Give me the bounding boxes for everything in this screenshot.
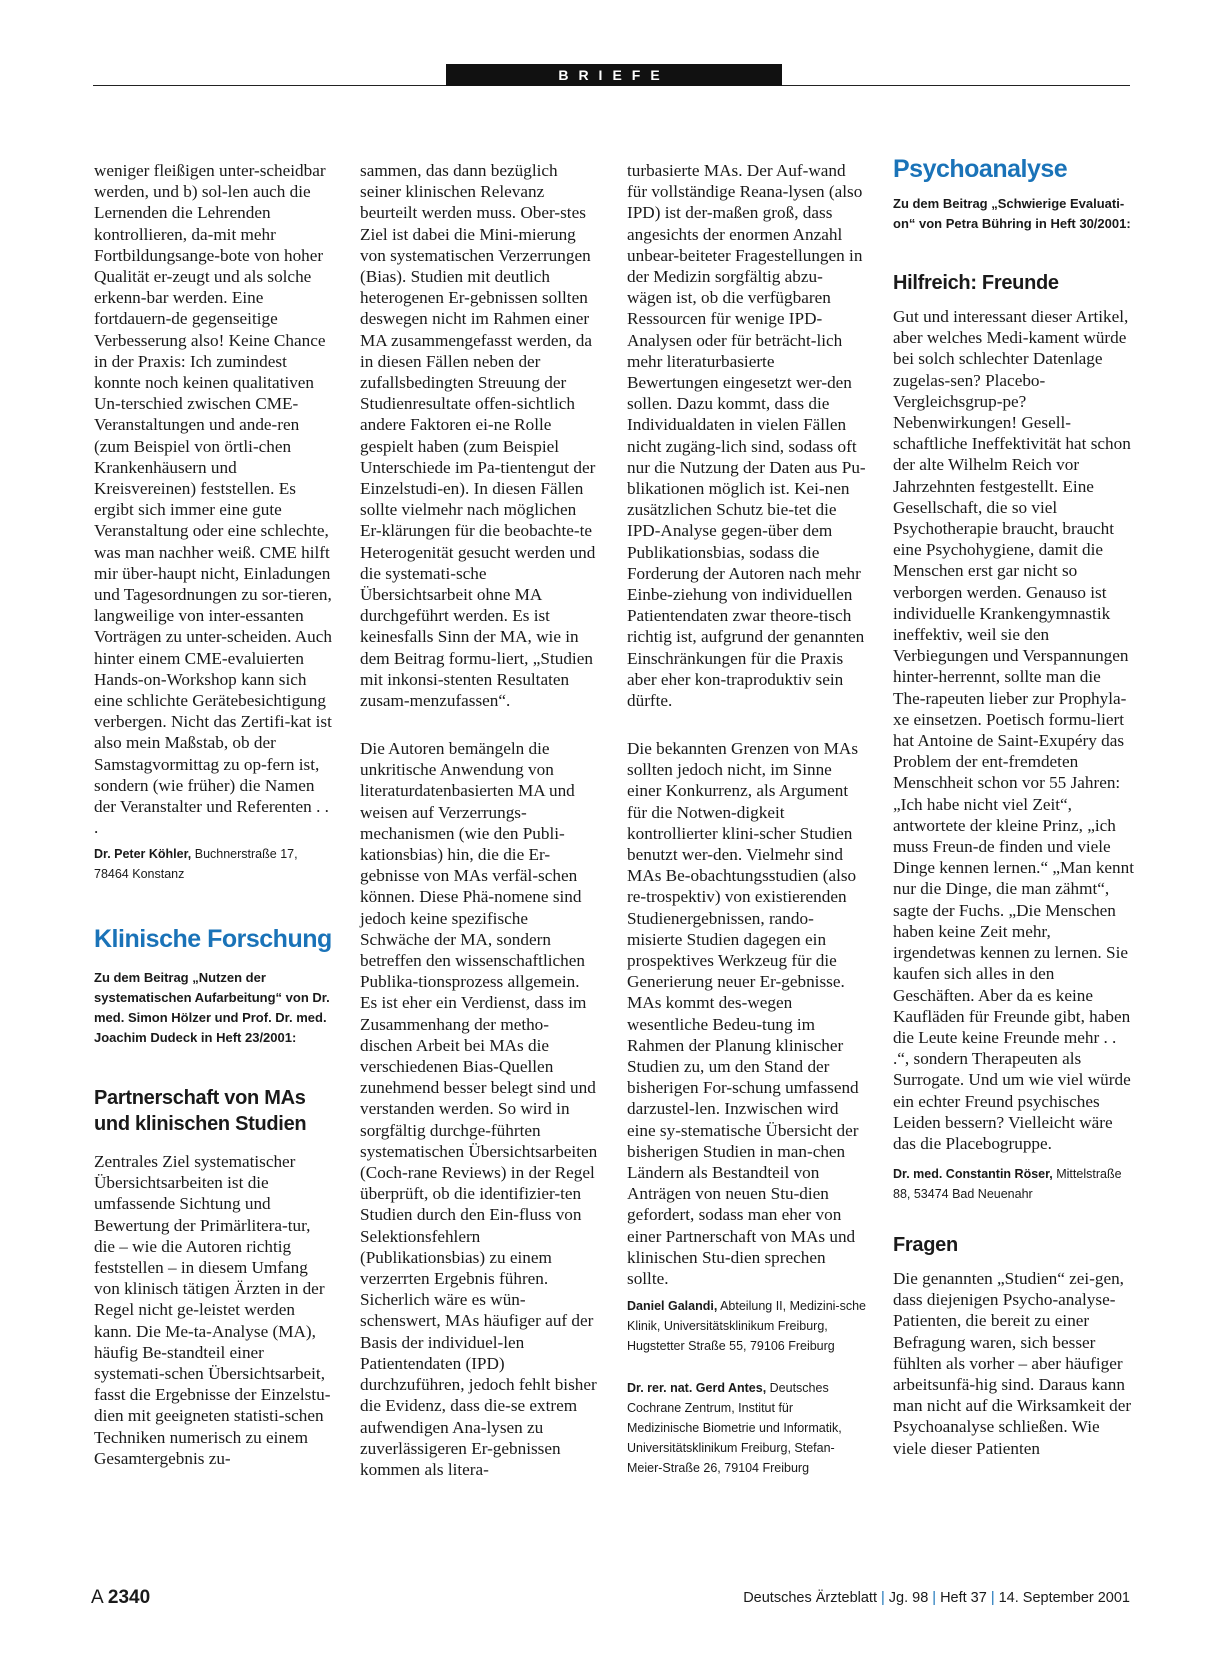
column-4 bbox=[893, 154, 1135, 1459]
letter-body: Die Autoren bemängeln die unkritische Anwendung von literaturdatenbasierten MA und weisen auf Verzerrungs-mechanismen (wie den Publi-kationsbias) hin, die die Er-gebnisse von MAs verfäl-schen können. Diese Phä-nomene sind jedoch keine spezifische Schwäche der MA, sondern betreffen den wissenschaftlichen Publika-tionsprozess allgemein. Es ist eher ein Verdienst, dass im Zusammenhang der metho-dischen Arbeit bei MAs die verschiedenen Bias-Quellen zunehmend besser belegt sind und verstanden werden. So wird in sorgfältig durchge-führten systematischen Übersichtsarbeiten (Coch-rane Reviews) in der Regel überprüft, ob die identifizier-ten Studien durch den Ein-fluss von Selektionsfehlern (Publikationsbias) zu einem verzerrten Ergebnis führen. Sicherlich wäre es wün-schenswert, MAs häufiger auf der Basis der individuel-len Patientendaten (IPD) durchzuführen, jedoch fehlt bisher die Evidenz, dass die-se extrem aufwendigen Ana-lysen zu zuverlässigeren Er-gebnissen kommen als litera- bbox=[360, 739, 598, 1479]
signature-name: Daniel Galandi, bbox=[627, 1299, 718, 1313]
signature-name: Dr. Peter Köhler, bbox=[94, 847, 192, 861]
article-reference: Zu dem Beitrag „Nutzen der systematischen Aufarbeitung“ von Dr. med. Simon Hölzer und Prof. Dr. med. Joachim Dudeck in Heft 23/2001: bbox=[94, 970, 330, 1045]
signature-name: Dr. med. Constantin Röser, bbox=[893, 1167, 1053, 1181]
publication-date: 14. September 2001 bbox=[998, 1590, 1130, 1606]
signature-address: Buchnerstraße 17, 78464 Konstanz bbox=[94, 847, 298, 881]
rubric-title: Psychoanalyse bbox=[893, 155, 1068, 183]
rubric-title: Klinische Forschung bbox=[94, 925, 332, 953]
letter-headline: Fragen bbox=[893, 1234, 958, 1256]
article-reference: Zu dem Beitrag „Schwierige Evaluati-on“ von Petra Bühring in Heft 30/2001: bbox=[893, 196, 1131, 231]
letter-body: sammen, das dann bezüglich seiner klinischen Relevanz beurteilt werden muss. Ober-stes Ziel ist dabei die Mini-mierung von systematischen Verzerrungen (Bias). Studien mit deutlich heterogenen Er-gebnissen sollten deswegen nicht im Rahmen einer MA zusammengefasst werden, da in diesen Fällen neben der zufallsbedingten Streuung der Studienresultate offen-sichtlich andere Faktoren ei-ne Rolle gespielt haben (zum Beispiel Unterschiede im Pa-tientengut der Einzelstudi-en). In diesen Fällen sollte vielmehr nach möglichen Er-klärungen für die beobachte-te Heterogenität gesucht werden und die systemati-sche Übersichtsarbeit ohne MA durchgeführt werden. Es ist keinesfalls Sinn der MA, wie in dem Beitrag formu-liert, „Studien mit inkonsi-stenten Resultaten zusam-menzufassen“. bbox=[360, 161, 596, 711]
signature-address: Abteilung II, Medizini-sche Klinik, Universitätsklinikum Freiburg, Hugstetter Straße 55, 79106 Freiburg bbox=[627, 1299, 867, 1353]
letter-body: Die genannten „Studien“ zei-gen, dass diejenigen Psycho-analyse-Patienten, die bereit zu einer Befragung waren, sich besser fühlten als vorher – aber häufiger arbeitsunfä-hig sind. Daraus kann man nicht auf die Wirksamkeit der Psychoanalyse schließen. Wie viele dieser Patienten bbox=[893, 1269, 1132, 1458]
letter-headline: Hilfreich: Freunde bbox=[893, 272, 1059, 294]
section-header: BRIEFE bbox=[446, 64, 782, 86]
letter-body: Die bekannten Grenzen von MAs sollten jedoch nicht, im Sinne einer Konkurrenz, als Argument für die Notwen-digkeit kontrollierter klini-scher Studien benutzt wer-den. Vielmehr sind MAs Be-obachtungsstudien (also re-trospektiv) von existierenden Studienergebnissen, rando-misierte Studien dagegen ein prospektives Werkzeug für die Generierung neuer Er-gebnisse. MAs kommt des-wegen wesentliche Bedeu-tung im Rahmen der Planung klinischer Studien zu, um den Stand der bisherigen For-schung umfassend darzustel-len. Inzwischen wird eine sy-stematische Übersicht der bisherigen Studien in man-chen Ländern als Bestandteil von Anträgen von neuen Stu-dien gefordert, sodass man eher von einer Partnerschaft von MAs und klinischen Stu-dien sprechen sollte. bbox=[627, 739, 859, 1289]
letter-body: turbasierte MAs. Der Auf-wand für vollständige Reana-lysen (also IPD) ist der-maßen groß, dass angesichts der enormen Anzahl unbear-beiteter Fragestellungen in der Medizin sorgfältig abzu-wägen ist, ob die verfügbaren Ressourcen für wenige IPD-Analysen oder für beträcht-lich mehr literaturbasierte Bewertungen eingesetzt wer-den sollen. Dazu kommt, dass die Individualdaten in vielen Fällen nicht zugäng-lich sind, sodass oft nur die Nutzung der Daten aus Pu-blikationen möglich ist. Kei-nen zusätzlichen Schutz bie-tet die IPD-Analyse gegen-über dem Publikationsbias, sodass die Forderung der Autoren nach mehr Einbe-ziehung von individuellen Patientendaten zwar theore-tisch richtig ist, aufgrund der genannten Einschränkungen für die Praxis aber eher kon-traproduktiv sein dürfte. bbox=[627, 161, 866, 711]
signature-address: Deutsches Cochrane Zentrum, Institut für Medizinische Biometrie und Informatik, Universitätsklinikum Freiburg, Stefan-Meier-Straße 26, 79104 Freiburg bbox=[627, 1381, 842, 1475]
column-1 bbox=[94, 160, 334, 1469]
page-number bbox=[91, 1587, 150, 1609]
letter-body: Zentrales Ziel systematischer Übersichtsarbeiten ist die umfassende Sichtung und Bewertung der Primärlitera-tur, die – wie die Autoren richtig feststellen – in diesem Umfang von klinisch tätigen Ärzten in der Regel nicht ge-leistet werden kann. Die Me-ta-Analyse (MA), häufig Be-standteil einer systemati-schen Übersichtsarbeit, fasst die Ergebnisse der Einzelstu-dien mit geeigneten statisti-schen Techniken numerisch zu einem Gesamtergebnis zu- bbox=[94, 1152, 331, 1468]
column-2 bbox=[360, 160, 600, 1480]
page-prefix: A bbox=[91, 1587, 103, 1608]
letter-signature bbox=[893, 1164, 1135, 1214]
footer-separator: | bbox=[932, 1590, 937, 1606]
signature-name: Dr. rer. nat. Gerd Antes, bbox=[627, 1381, 767, 1395]
letter-body: weniger fleißigen unter-scheidbar werden, und b) sol-len auch die Lernenden die Lehrenden kontrollieren, da-mit mehr Fortbildungsange-bote von hoher Qualität er-zeugt und als solche erkenn-bar werden. Eine fortdauern-de gegenseitige Verbesserung also! Keine Chance in der Praxis: Ich zumindest konnte noch keinen qualitativen Un-terschied zwischen CME-Veranstaltungen und ande-ren (zum Beispiel von örtli-chen Krankenhäusern und Kreisvereinen) feststellen. Es ergibt sich immer eine gute Veranstaltung oder eine schlechte, was man nachher weiß. CME hilft mir über-haupt nicht, Einladungen und Tagesordnungen zu sor-tieren, langweilige von inter-essanten Vorträgen zu unter-scheiden. Auch hinter einem CME-evaluierten Hands-on-Workshop kann sich eine schlichte Gerätebesichtigung verbergen. Nicht das Zertifi-kat ist also mein Maßstab, ob der Samstagvormittag zu op-fern ist, sondern (wie früher) die Namen der Veranstalter und Referenten . . . bbox=[94, 161, 332, 838]
column-3 bbox=[627, 160, 867, 1478]
footer-separator: | bbox=[881, 1590, 885, 1606]
journal-issue: Heft 37 bbox=[940, 1590, 987, 1606]
footer-separator: | bbox=[990, 1590, 995, 1606]
letter-signature bbox=[627, 1378, 867, 1478]
letter-headline: Partnerschaft von MAs und klinischen Studien bbox=[94, 1087, 307, 1135]
journal-volume: Jg. 98 bbox=[888, 1590, 929, 1606]
signature-address: Mittelstraße 88, 53474 Bad Neuenahr bbox=[893, 1167, 1122, 1201]
journal-name: Deutsches Ärzteblatt bbox=[743, 1590, 877, 1606]
letter-body: Gut und interessant dieser Artikel, aber welches Medi-kament würde bei solch schlechter Datenlage zugelas-sen? Placebo-Vergleichsgrup-pe? Nebenwirkungen! Gesell-schaftliche Ineffektivität hat schon der alte Wilhelm Reich vor Jahrzehnten festgestellt. Eine Gesellschaft, die so viel Psychotherapie braucht, braucht eine Psychohygiene, damit die Menschen erst gar nicht so verborgen werden. Genauso ist individuelle Krankengymnastik ineffektiv, weil sie den Verbiegungen und Verspannungen hinter-herrennt, sollte man die The-rapeuten lieber zur Prophyla-xe einsetzen. Poetisch formu-liert hat Antoine de Saint-Exupéry das Problem der ent-fremdeten Menschheit schon vor 55 Jahren: „Ich habe nicht viel Zeit“, antwortete der kleine Prinz, „ich muss Freun-de finden und viele Dinge kennen lernen.“ „Man kennt nur die Dinge, die man zähmt“, sagte der Fuchs. „Die Menschen haben keine Zeit mehr, irgendetwas kennen zu lernen. Sie kaufen sich alles in den Geschäften. Aber da es keine Kaufläden für Freunde gibt, haben die Leute keine Freunde mehr . . .“, sondern Therapeuten als Surrogate. Und um wie viel würde ein echter Freund psychisches Leiden bessern? Vielleicht wäre das die Placebogruppe. bbox=[893, 307, 1135, 1153]
letter-signature bbox=[94, 844, 334, 904]
journal-footer bbox=[743, 1590, 1130, 1606]
page-number-value: 2340 bbox=[107, 1587, 151, 1608]
letter-signature bbox=[627, 1296, 867, 1378]
